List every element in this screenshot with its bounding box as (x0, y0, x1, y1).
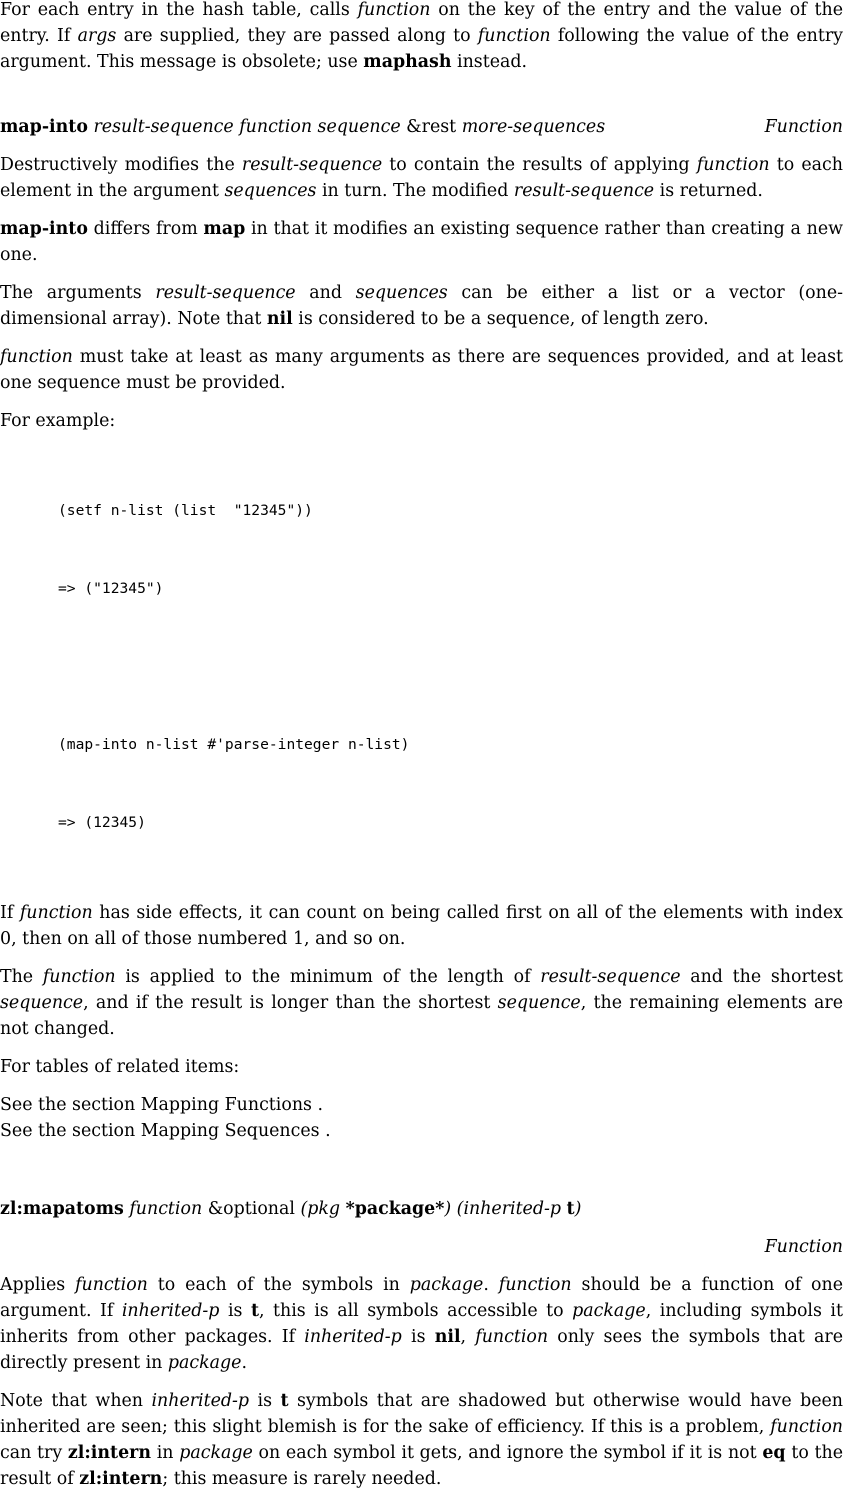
text-run: , (460, 1327, 476, 1347)
paragraph (0, 1272, 843, 1376)
text-run: , and if the result is longer than the shortest (83, 993, 498, 1013)
text-run: If (0, 903, 20, 923)
bold-term: t (566, 1199, 575, 1219)
italic-term: function (42, 967, 116, 987)
bold-term: eq (762, 1443, 786, 1463)
text-run: is (401, 1327, 435, 1347)
rest-args: more-sequences (461, 117, 606, 137)
italic-term: package (179, 1443, 253, 1463)
entry-kind: Function (764, 1237, 843, 1257)
arg-list (129, 1199, 581, 1219)
italic-term: function (696, 155, 770, 175)
paragraph (0, 900, 843, 952)
maphash-description (0, 0, 843, 75)
paragraph (0, 1388, 843, 1492)
mapatoms-signature (0, 1196, 843, 1222)
italic-term: function (357, 0, 431, 20)
bold-term: nil (434, 1327, 461, 1347)
italic-term: function (498, 1275, 572, 1295)
map-into-body (0, 152, 843, 1144)
text-run: The (0, 967, 43, 987)
italic-term: package (167, 1353, 242, 1373)
italic-term: sequence (497, 993, 581, 1013)
bold-term: nil (266, 309, 293, 329)
text-run: and the shortest (680, 967, 843, 987)
bold-term: map-into (0, 219, 88, 239)
text-run: , including symbols it inherits from other packages. If (0, 1301, 843, 1347)
text-run: For tables of related items: (0, 1057, 240, 1077)
text-run: Note that when (0, 1391, 152, 1411)
code-example (58, 446, 843, 888)
paragraph (0, 1054, 843, 1080)
italic-term: function (477, 26, 551, 46)
text-run: to each element in the argument (0, 155, 843, 201)
italic-term: sequence (0, 993, 84, 1013)
text-run: is returned. (654, 181, 763, 201)
italic-term: function (19, 903, 93, 923)
code-line: => ("12345") (58, 580, 164, 597)
function-name: zl:mapatoms (0, 1199, 124, 1219)
text-run: symbols that are shadowed but otherwise would have been inherited are seen; this slight blemish is for the sake of efficiency. If this is a problem, (0, 1391, 844, 1437)
italic-term: result-sequence (540, 967, 681, 987)
code-line: => (12345) (58, 814, 146, 831)
text-run: Applies (0, 1275, 76, 1295)
italic-term: ) (574, 1199, 582, 1219)
paragraph (0, 344, 843, 396)
text-run: . (483, 1275, 499, 1295)
text-run: &optional (202, 1199, 301, 1219)
italic-term: args (77, 26, 117, 46)
entry-kind: Function (764, 117, 843, 137)
text-run: in turn. The modified (316, 181, 514, 201)
paragraph (0, 280, 843, 332)
text-run: , this is all symbols accessible to (259, 1301, 573, 1321)
italic-term: function (75, 1275, 148, 1295)
italic-term: ) (inherited-p (444, 1199, 567, 1219)
text-run: , the remaining elements are not changed. (0, 993, 843, 1039)
text-run: following the value of the entry argument. This message is obsolete; use (0, 26, 844, 72)
text-run: only sees the symbols that are directly present in (0, 1327, 843, 1373)
code-line: (map-into n-list #'parse-integer n-list) (58, 736, 410, 753)
italic-term: (pkg (300, 1199, 346, 1219)
italic-term: package (409, 1275, 484, 1295)
text-run: is (219, 1301, 251, 1321)
text-run: and (295, 283, 356, 303)
text-run: on the key of the entry and the value of the entry. If (0, 0, 843, 46)
see-also-list (0, 1092, 843, 1144)
map-into-signature (0, 114, 843, 140)
bold-term: zl:intern (79, 1469, 163, 1489)
text-run: in that it modifies an existing sequence rather than creating a new one. (0, 219, 844, 265)
code-line (58, 654, 843, 680)
italic-term: inherited-p (151, 1391, 250, 1411)
italic-term: result-sequence (513, 181, 655, 201)
text-run: is considered to be a sequence, of length zero. (292, 309, 709, 329)
italic-term: inherited-p (304, 1327, 402, 1347)
code-line: (setf n-list (list "12345")) (58, 502, 313, 519)
text-run: differs from (87, 219, 204, 239)
bold-term: *package* (345, 1199, 445, 1219)
text-run: ; this measure is rarely needed. (162, 1469, 442, 1489)
paragraph (0, 408, 843, 434)
text-run: Destructively modifies the (0, 155, 242, 175)
bold-term: maphash (363, 52, 452, 72)
bold-term: t (280, 1391, 289, 1411)
text-run: The arguments (0, 283, 156, 303)
see-also-link[interactable]: See the section Mapping Functions . (0, 1095, 324, 1115)
lambda-keyword: &rest (406, 117, 457, 137)
text-run: For example: (0, 411, 116, 431)
text-run: should be a function of one argument. If (0, 1275, 843, 1321)
italic-term: function (0, 347, 73, 367)
italic-term: result-sequence (155, 283, 296, 303)
italic-term: result-sequence (241, 155, 383, 175)
text-run: to contain the results of applying (382, 155, 697, 175)
text-run: on each symbol it gets, and ignore the symbol if it is not (252, 1443, 763, 1463)
italic-term: inherited-p (121, 1301, 220, 1321)
text-run: must take at least as many arguments as there are sequences provided, and at least one sequence must be provided. (0, 347, 843, 393)
paragraph (0, 964, 843, 1042)
bold-term: map (203, 219, 246, 239)
see-also-link[interactable]: See the section Mapping Sequences . (0, 1121, 331, 1141)
italic-term: function (770, 1417, 843, 1437)
text-run: . (241, 1353, 248, 1373)
text-run: has side effects, it can count on being called first on all of the elements with index 0, then on all of those numbered 1, and so on. (0, 903, 843, 949)
text-run: is applied to the minimum of the length of (115, 967, 541, 987)
paragraph (0, 216, 843, 268)
paragraph (0, 152, 843, 204)
text-run: is (249, 1391, 281, 1411)
text-run: to each of the symbols in (147, 1275, 410, 1295)
bold-term: t (250, 1301, 259, 1321)
text-run: can try (0, 1443, 68, 1463)
text-run: instead. (451, 52, 528, 72)
text-run: For each entry in the hash table, calls (0, 0, 358, 20)
text-run: are supplied, they are passed along to (116, 26, 478, 46)
italic-term: package (572, 1301, 646, 1321)
text-run: in (150, 1443, 180, 1463)
mapatoms-body (0, 1272, 843, 1492)
arg-list: result-sequence function sequence (93, 117, 401, 137)
italic-term: function (475, 1327, 549, 1347)
italic-term: function (129, 1199, 203, 1219)
function-name: map-into (0, 117, 88, 137)
text-run: can be either a list or a vector (one-dimensional array). Note that (0, 283, 843, 329)
italic-term: sequences (224, 181, 317, 201)
text-run: to the result of (0, 1443, 843, 1489)
italic-term: sequences (355, 283, 448, 303)
bold-term: zl:intern (67, 1443, 151, 1463)
